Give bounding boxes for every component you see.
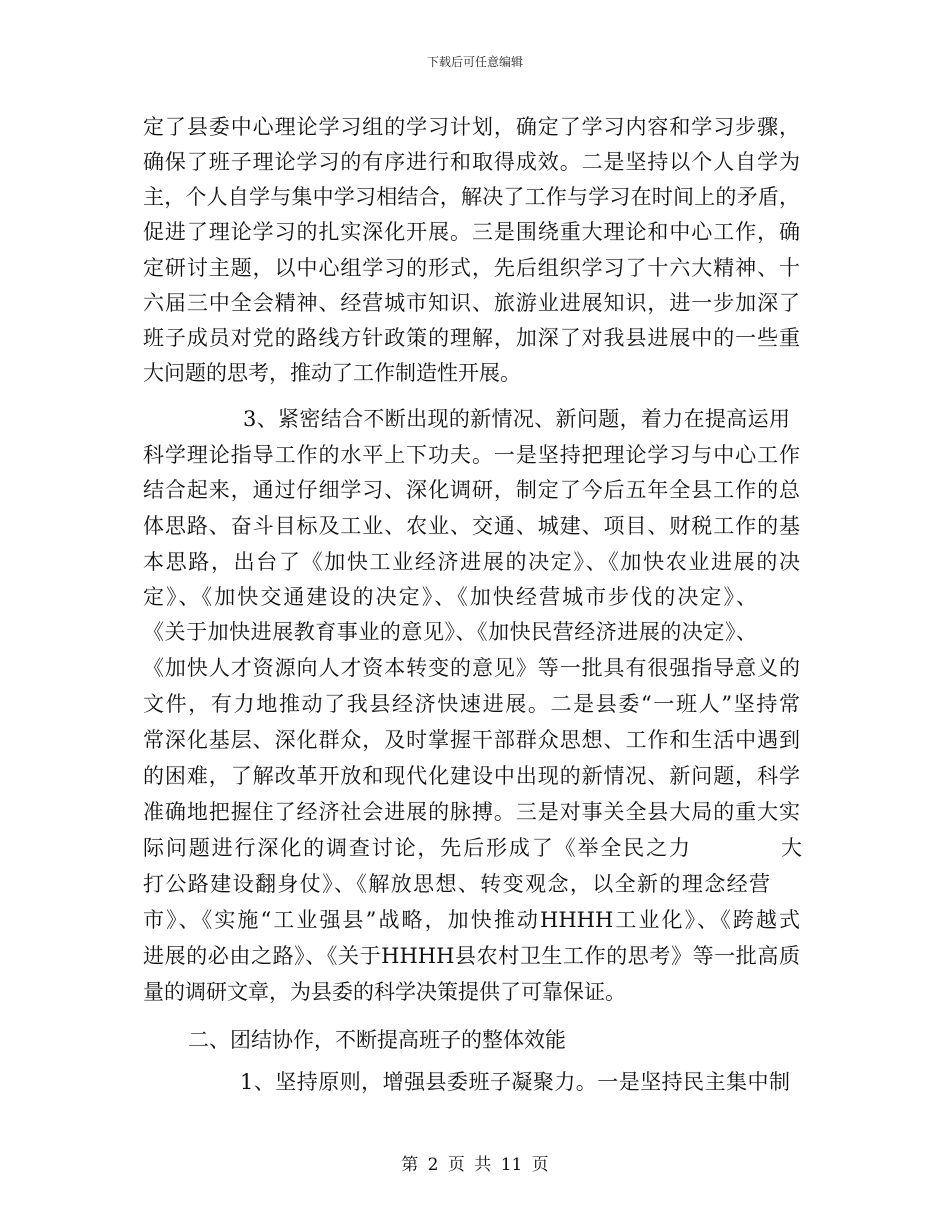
body-line: 进展的必由之路》、《关于HHHH县农村卫生工作的思考》等一批高质 xyxy=(143,944,800,968)
body-line: 打公路建设翻身仗》、《解放思想、转变观念，以全新的理念经营 xyxy=(143,872,770,896)
body-line: 科学理论指导工作的水平上下功夫。一是坚持把理论学习与中心工作 xyxy=(143,443,800,467)
body-line: 确保了班子理论学习的有序进行和取得成效。二是坚持以个人自学为 xyxy=(143,150,800,174)
body-line: 体思路、奋斗目标及工业、农业、交通、城建、项目、财税工作的基 xyxy=(143,514,800,538)
paragraph-heading-3: 3、紧密结合不断出现的新情况、新问题，着力在提高运用 xyxy=(243,407,790,431)
body-line: 市》、《实施“工业强县”战略，加快推动HHHH工业化》、《跨越式 xyxy=(143,908,800,932)
body-line: 六届三中全会精神、经营城市知识、旅游业进展知识，进一步加深了 xyxy=(143,291,800,315)
body-line: 定》、《加快交通建设的决定》、《加快经营城市步伐的决定》、 xyxy=(143,585,757,609)
body-line-tail: 大 xyxy=(781,836,802,860)
body-line: 《加快人才资源向人才资本转变的意见》等一批具有很强指导意义的 xyxy=(143,656,800,680)
body-line: 《关于加快进展教育事业的意见》、《加快民营经济进展的决定》、 xyxy=(143,620,757,644)
body-line: 促进了理论学习的扎实深化开展。三是围绕重大理论和中心工作，确 xyxy=(143,220,800,244)
body-line: 本思路，出台了《加快工业经济进展的决定》、《加快农业进展的决 xyxy=(143,550,800,574)
page-header-note: 下载后可任意编辑 xyxy=(426,55,523,69)
paragraph-heading-1: 1、坚持原则，增强县委班子凝聚力。一是坚持民主集中制 xyxy=(240,1070,790,1094)
body-line: 大问题的思考，推动了工作制造性开展。 xyxy=(143,361,521,385)
body-line: 量的调研文章，为县委的科学决策提供了可靠保证。 xyxy=(143,980,626,1004)
body-line: 定了县委中心理论学习组的学习计划，确定了学习内容和学习步骤， xyxy=(143,115,800,139)
section-heading: 二、团结协作，不断提高班子的整体效能 xyxy=(188,1028,566,1052)
body-line: 主，个人自学与集中学习相结合，解决了工作与学习在时间上的矛盾， xyxy=(143,185,800,209)
body-line: 际问题进行深化的调查讨论，先后形成了《举全民之力 xyxy=(143,836,690,860)
body-line: 结合起来，通过仔细学习、深化调研，制定了今后五年全县工作的总 xyxy=(143,478,800,502)
body-line: 班子成员对党的路线方针政策的理解，加深了对我县进展中的一些重 xyxy=(143,326,800,350)
page-number-footer: 第 2 页 共 11 页 xyxy=(401,1155,549,1175)
body-line: 准确地把握住了经济社会进展的脉搏。三是对事关全县大局的重大实 xyxy=(143,800,800,824)
body-line: 定研讨主题，以中心组学习的形式，先后组织学习了十六大精神、十 xyxy=(143,256,800,280)
body-line: 的困难，了解改革开放和现代化建设中出现的新情况、新问题，科学 xyxy=(143,764,800,788)
body-line: 文件，有力地推动了我县经济快速进展。二是县委“一班人”坚持常 xyxy=(143,692,800,716)
body-line: 常深化基层、深化群众，及时掌握干部群众思想、工作和生活中遇到 xyxy=(143,728,800,752)
